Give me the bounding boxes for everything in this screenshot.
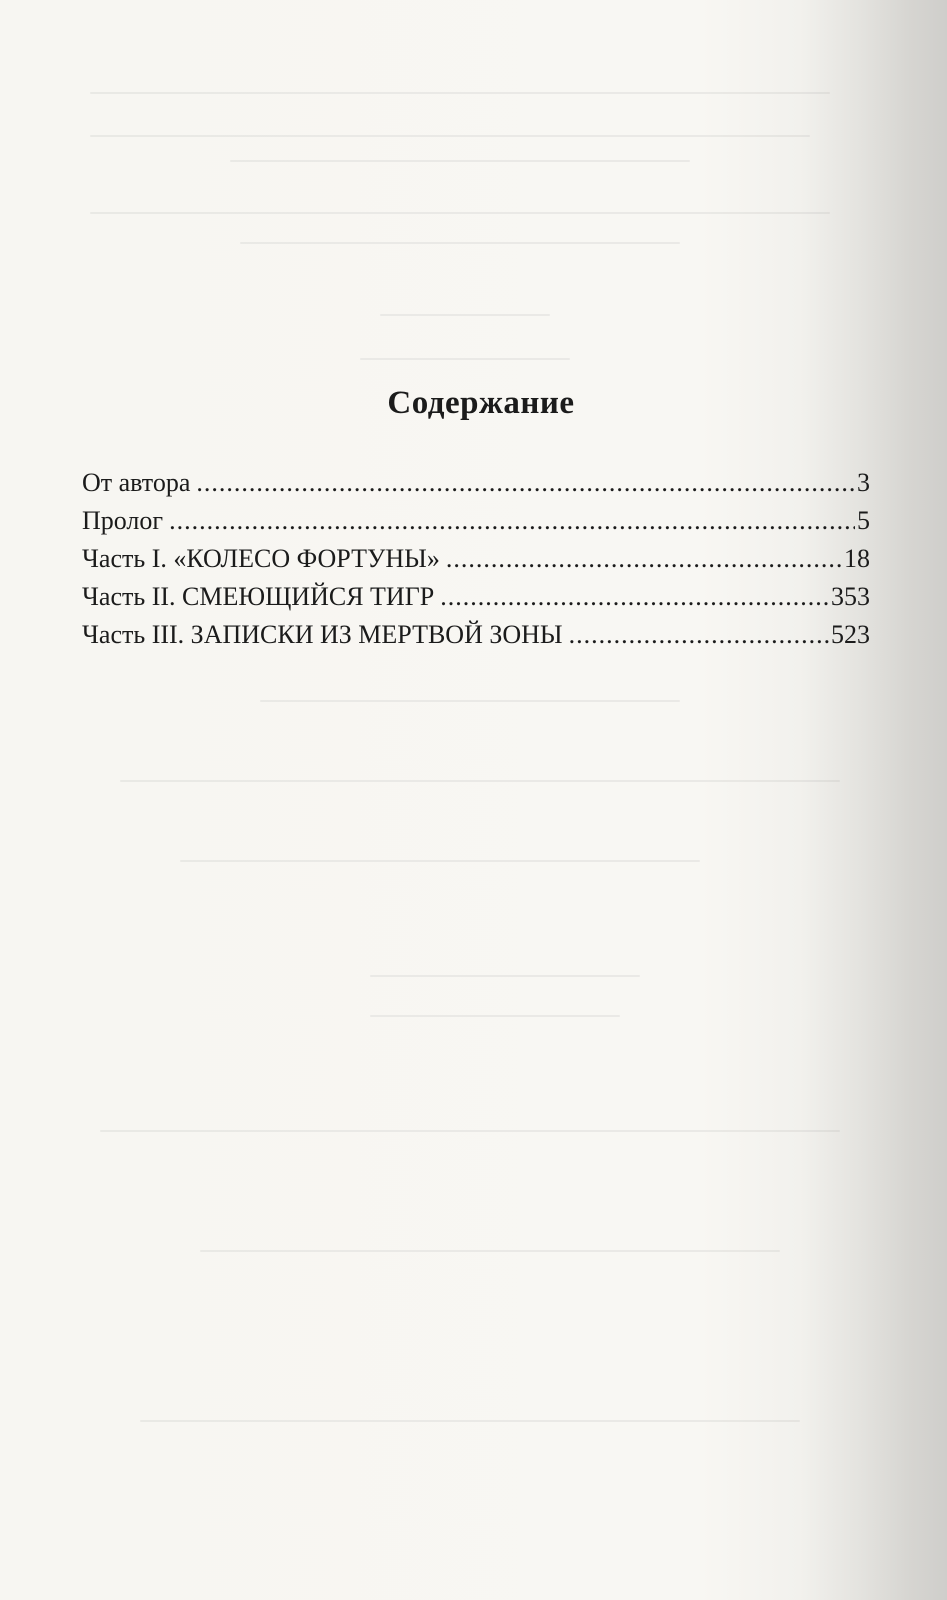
bleed-through-line bbox=[100, 1130, 840, 1132]
toc-list bbox=[82, 464, 870, 654]
bleed-through-line bbox=[140, 1420, 800, 1422]
bleed-through-line bbox=[120, 780, 840, 782]
bleed-through-line bbox=[90, 135, 810, 137]
table-of-contents bbox=[82, 385, 870, 654]
toc-dot-leader bbox=[196, 464, 855, 502]
toc-entry-label: От автора bbox=[82, 468, 191, 497]
toc-entry[interactable] bbox=[82, 616, 870, 654]
toc-entry-label: Часть II. СМЕЮЩИЙСЯ ТИГР bbox=[82, 582, 435, 611]
bleed-through-line bbox=[230, 160, 690, 162]
toc-dot-leader bbox=[569, 616, 829, 654]
bleed-through-line bbox=[180, 860, 700, 862]
toc-entry-label: Часть I. «КОЛЕСО ФОРТУНЫ» bbox=[82, 544, 440, 573]
bleed-through-line bbox=[200, 1250, 780, 1252]
bleed-through-line bbox=[90, 92, 830, 94]
bleed-through-line bbox=[370, 1015, 620, 1017]
toc-dot-leader bbox=[169, 502, 855, 540]
toc-entry[interactable] bbox=[82, 540, 870, 578]
toc-entry-page: 353 bbox=[831, 582, 870, 611]
toc-entry-label: Часть III. ЗАПИСКИ ИЗ МЕРТВОЙ ЗОНЫ bbox=[82, 620, 563, 649]
toc-entry[interactable] bbox=[82, 578, 870, 616]
toc-entry-page: 3 bbox=[857, 468, 870, 497]
bleed-through-line bbox=[260, 700, 680, 702]
toc-entry-label: Пролог bbox=[82, 506, 164, 535]
toc-dot-leader bbox=[446, 540, 842, 578]
bleed-through-line bbox=[370, 975, 640, 977]
toc-entry-page: 18 bbox=[844, 544, 870, 573]
toc-entry[interactable] bbox=[82, 464, 870, 502]
bleed-through-line bbox=[360, 358, 570, 360]
bleed-through-line bbox=[90, 212, 830, 214]
bleed-through-line bbox=[380, 314, 550, 316]
toc-entry-page: 5 bbox=[857, 506, 870, 535]
toc-title: Содержание bbox=[387, 385, 575, 421]
toc-dot-leader bbox=[440, 578, 829, 616]
toc-entry-page: 523 bbox=[831, 620, 870, 649]
toc-entry[interactable] bbox=[82, 502, 870, 540]
bleed-through-line bbox=[240, 242, 680, 244]
